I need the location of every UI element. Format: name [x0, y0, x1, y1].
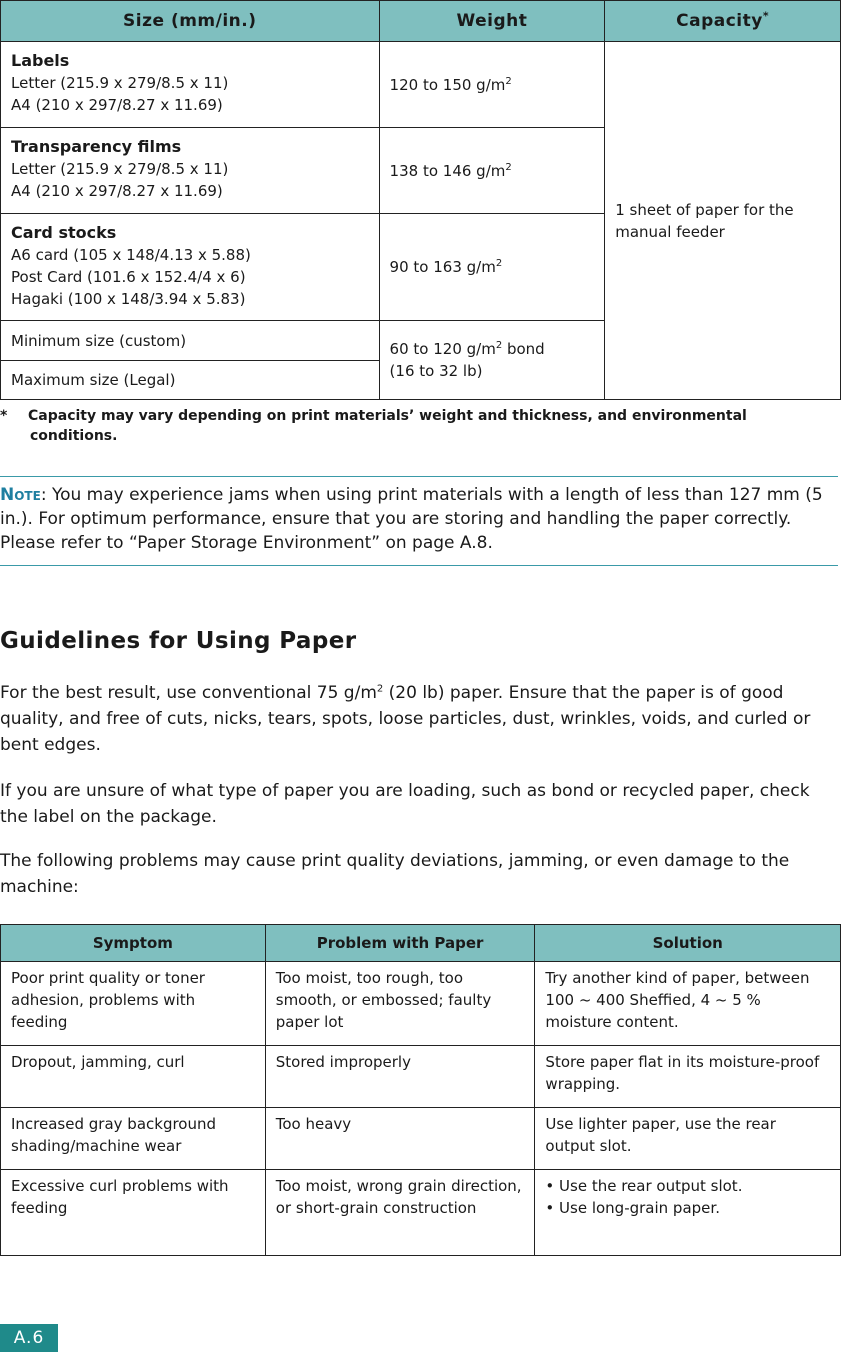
solution-cell: • Use the rear output slot. • Use long-grain paper.: [535, 1170, 841, 1256]
header-size: Size (mm/in.): [1, 1, 380, 42]
size-line: Letter (215.9 x 279/8.5 x 11): [11, 74, 229, 92]
note-label: Note: [0, 485, 41, 505]
paragraph-unsure-paper: If you are unsure of what type of paper you are loading, such as bond or recycled paper, check the label on the package.: [0, 781, 810, 827]
size-cell: Maximum size (Legal): [1, 361, 380, 400]
header-solution: Solution: [535, 925, 841, 962]
size-line: Letter (215.9 x 279/8.5 x 11): [11, 160, 229, 178]
weight-cell: 90 to 163 $g/m^2$: [379, 214, 605, 321]
header-symptom: Symptom: [1, 925, 266, 962]
weight-cell: 60 to 120 $g/m^2$ bond (16 to 32 lb): [379, 321, 605, 400]
note-text: : You may experience jams when using print materials with a length of less than 127 mm (5 in.). For optimum performance, ensure that you are storing and handling the paper correctly. Please refer to “Paper Storage Environment” on page A.8.: [0, 485, 823, 553]
table-row: [1, 1108, 841, 1170]
table-row: [1, 1170, 841, 1256]
symptom-cell: Excessive curl problems with feeding: [1, 1170, 266, 1256]
page-number-badge: A.6: [0, 1324, 58, 1352]
table-row: [1, 962, 841, 1046]
size-name: Card stocks: [11, 223, 117, 242]
spec-row-labels: [1, 42, 841, 128]
size-line: A4 (210 x 297/8.27 x 11.69): [11, 96, 223, 114]
symptom-cell: Increased gray background shading/machine wear: [1, 1108, 266, 1170]
solution-cell: Store paper flat in its moisture-proof wrapping.: [535, 1046, 841, 1108]
section-title: Guidelines for Using Paper: [0, 628, 357, 654]
header-weight: Weight: [379, 1, 605, 42]
symptom-cell: Poor print quality or toner adhesion, problems with feeding: [1, 962, 266, 1046]
table-row: [1, 1046, 841, 1108]
problem-cell: Too moist, too rough, too smooth, or embossed; faulty paper lot: [265, 962, 535, 1046]
size-cell: Minimum size (custom): [1, 321, 380, 361]
paper-spec-table: [0, 0, 841, 400]
size-cell: [1, 42, 380, 128]
capacity-footnote: * Capacity may vary depending on print materials’ weight and thickness, and environmental conditions.: [0, 408, 747, 444]
paragraph-conventional-paper: For the best result, use conventional 75 $g/m^2$ (20 lb) paper. Ensure that the paper is of good quality, and free of cuts, nicks, tears, spots, loose particles, dust, wrinkles, voids, and curled or bent edges.: [0, 683, 811, 755]
size-cell: [1, 214, 380, 321]
problem-cell: Too heavy: [265, 1108, 535, 1170]
paper-problems-table: [0, 924, 841, 1256]
weight-cell: 120 to 150 $g/m^2$: [379, 42, 605, 128]
size-line: Hagaki (100 x 148/3.94 x 5.83): [11, 290, 246, 308]
solution-cell: Try another kind of paper, between 100 ~ 400 Sheffied, 4 ~ 5 % moisture content.: [535, 962, 841, 1046]
solution-cell: Use lighter paper, use the rear output slot.: [535, 1108, 841, 1170]
header-problem: Problem with Paper: [265, 925, 535, 962]
note-box: [0, 476, 838, 566]
spec-header-row: [1, 1, 841, 42]
header-capacity: Capacity*: [605, 1, 841, 42]
problem-cell: Stored improperly: [265, 1046, 535, 1108]
symptom-cell: Dropout, jamming, curl: [1, 1046, 266, 1108]
size-line: A4 (210 x 297/8.27 x 11.69): [11, 182, 223, 200]
size-name: Labels: [11, 51, 70, 70]
size-name: Transparency films: [11, 137, 182, 156]
problem-cell: Too moist, wrong grain direction, or short-grain construction: [265, 1170, 535, 1256]
size-cell: [1, 128, 380, 214]
paragraph-problems-intro: The following problems may cause print quality deviations, jamming, or even damage to the machine:: [0, 851, 790, 897]
size-line: A6 card (105 x 148/4.13 x 5.88): [11, 246, 251, 264]
size-line: Post Card (101.6 x 152.4/4 x 6): [11, 268, 246, 286]
weight-cell: 138 to 146 $g/m^2$: [379, 128, 605, 214]
capacity-cell: 1 sheet of paper for the manual feeder: [605, 42, 841, 400]
symptom-header-row: [1, 925, 841, 962]
